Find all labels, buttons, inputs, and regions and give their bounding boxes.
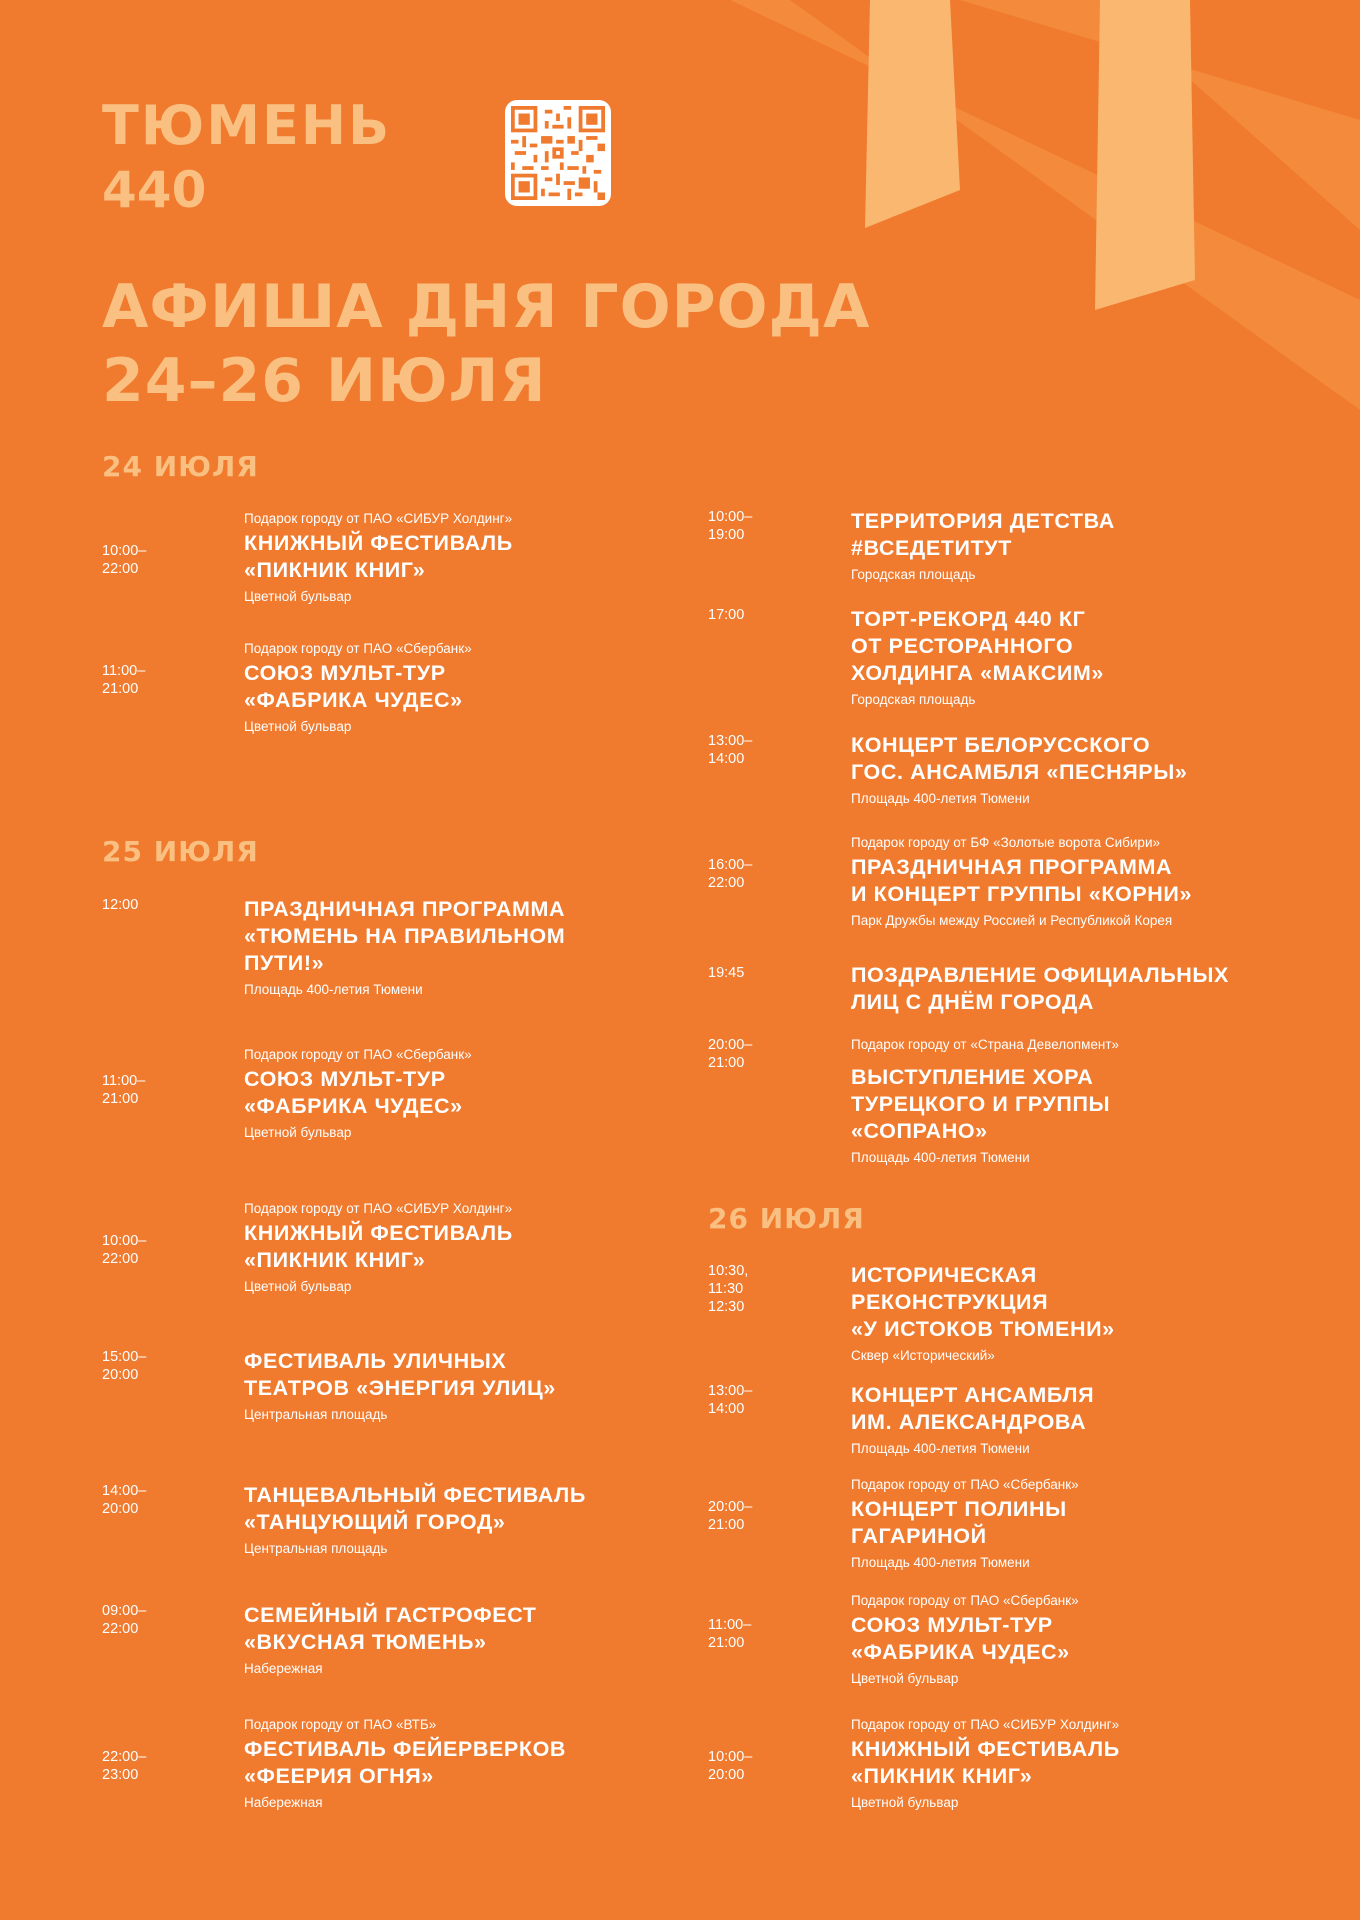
event-venue: Парк Дружбы между Россией и Республикой Корея <box>851 913 1173 928</box>
event-time: 09:00–22:00 <box>102 1603 147 1637</box>
event-sponsor: Подарок городу от ПАО «СИБУР Холдинг» <box>244 1201 513 1216</box>
event-time: 13:00–14:00 <box>708 1383 753 1417</box>
event-time: 14:00–20:00 <box>102 1483 147 1517</box>
event-venue: Набережная <box>244 1795 323 1810</box>
qr-code-icon[interactable] <box>505 100 611 206</box>
event-sponsor: Подарок городу от ПАО «ВТБ» <box>244 1717 437 1732</box>
event-title: ПРАЗДНИЧНАЯ ПРОГРАММА И КОНЦЕРТ ГРУППЫ «КОРНИ» <box>851 855 1193 906</box>
event-sponsor: Подарок городу от ПАО «Сбербанк» <box>851 1593 1079 1608</box>
event-time: 22:00–23:00 <box>102 1749 147 1783</box>
event-time: 10:30, 11:30 12:30 <box>708 1263 749 1315</box>
event-venue: Сквер «Исторический» <box>851 1348 995 1363</box>
event-title: ВЫСТУПЛЕНИЕ ХОРА ТУРЕЦКОГО И ГРУППЫ «СОПРАНО» <box>851 1065 1111 1143</box>
event-title: СЕМЕЙНЫЙ ГАСТРОФЕСТ «ВКУСНАЯ ТЮМЕНЬ» <box>244 1603 537 1654</box>
event-title: ТЕРРИТОРИЯ ДЕТСТВА #ВСЕДЕТИТУТ <box>851 509 1115 560</box>
event-venue: Набережная <box>244 1661 323 1676</box>
event-title: ПРАЗДНИЧНАЯ ПРОГРАММА «ТЮМЕНЬ НА ПРАВИЛЬНОМ ПУТИ!» <box>244 897 566 975</box>
event-time: 16:00–22:00 <box>708 857 753 891</box>
logo-city: ТЮМЕНЬ <box>102 94 392 157</box>
event-venue: Цветной бульвар <box>244 1279 352 1294</box>
event-venue: Площадь 400-летия Тюмени <box>851 1555 1030 1570</box>
event-time: 10:00–19:00 <box>708 509 753 543</box>
event-venue: Городская площадь <box>851 692 976 707</box>
event-title: ПОЗДРАВЛЕНИЕ ОФИЦИАЛЬНЫХ ЛИЦ С ДНЁМ ГОРОДА <box>851 963 1229 1014</box>
logo-number: 440 <box>102 161 207 219</box>
event-sponsor: Подарок городу от ПАО «Сбербанк» <box>851 1477 1079 1492</box>
event-time: 13:00–14:00 <box>708 733 753 767</box>
event-venue: Площадь 400-летия Тюмени <box>851 1150 1030 1165</box>
event-sponsor: Подарок городу от ПАО «СИБУР Холдинг» <box>244 511 513 526</box>
event-time: 20:00–21:00 <box>708 1037 753 1071</box>
event-sponsor: Подарок городу от БФ «Золотые ворота Сибири» <box>851 835 1160 850</box>
event-title: ТОРТ-РЕКОРД 440 КГ ОТ РЕСТОРАННОГО ХОЛДИНГА «МАКСИМ» <box>851 607 1104 685</box>
event-venue: Центральная площадь <box>244 1541 388 1556</box>
event-title: СОЮЗ МУЛЬТ-ТУР «ФАБРИКА ЧУДЕС» <box>244 661 463 712</box>
event-title: ФЕСТИВАЛЬ ФЕЙЕРВЕРКОВ «ФЕЕРИЯ ОГНЯ» <box>244 1737 567 1788</box>
event-venue: Цветной бульвар <box>244 719 352 734</box>
event-title: ИСТОРИЧЕСКАЯ РЕКОНСТРУКЦИЯ «У ИСТОКОВ ТЮМЕНИ» <box>851 1263 1115 1341</box>
event-time: 20:00–21:00 <box>708 1499 753 1533</box>
event-venue: Цветной бульвар <box>851 1795 959 1810</box>
event-title: КОНЦЕРТ ПОЛИНЫ ГАГАРИНОЙ <box>851 1497 1067 1548</box>
event-time: 12:00 <box>102 897 139 913</box>
event-time: 10:00–22:00 <box>102 543 147 577</box>
event-venue: Площадь 400-летия Тюмени <box>244 982 423 997</box>
page-title <box>102 270 870 418</box>
day-heading-24: 24 ИЮЛЯ <box>102 450 259 483</box>
event-venue: Центральная площадь <box>244 1407 388 1422</box>
event-venue: Площадь 400-летия Тюмени <box>851 1441 1030 1456</box>
event-time: 10:00–20:00 <box>708 1749 753 1783</box>
event-title: КНИЖНЫЙ ФЕСТИВАЛЬ «ПИКНИК КНИГ» <box>244 531 513 582</box>
day-heading-26: 26 ИЮЛЯ <box>708 1202 865 1235</box>
event-time: 11:00–21:00 <box>102 663 146 697</box>
event-sponsor: Подарок городу от ПАО «Сбербанк» <box>244 1047 472 1062</box>
city-logo <box>102 94 391 222</box>
event-time: 11:00–21:00 <box>102 1073 146 1107</box>
event-venue: Городская площадь <box>851 567 976 582</box>
event-title: СОЮЗ МУЛЬТ-ТУР «ФАБРИКА ЧУДЕС» <box>851 1613 1070 1664</box>
event-title: КОНЦЕРТ АНСАМБЛЯ ИМ. АЛЕКСАНДРОВА <box>851 1383 1095 1434</box>
event-venue: Цветной бульвар <box>244 589 352 604</box>
event-sponsor: Подарок городу от ПАО «Сбербанк» <box>244 641 472 656</box>
event-title: СОЮЗ МУЛЬТ-ТУР «ФАБРИКА ЧУДЕС» <box>244 1067 463 1118</box>
title-line-2: 24–26 ИЮЛЯ <box>102 346 547 416</box>
event-time: 10:00–22:00 <box>102 1233 147 1267</box>
event-time: 17:00 <box>708 607 745 623</box>
event-title: КНИЖНЫЙ ФЕСТИВАЛЬ «ПИКНИК КНИГ» <box>851 1737 1120 1788</box>
day-heading-25: 25 ИЮЛЯ <box>102 835 259 868</box>
event-time: 11:00–21:00 <box>708 1617 752 1651</box>
event-venue: Цветной бульвар <box>244 1125 352 1140</box>
event-title: ФЕСТИВАЛЬ УЛИЧНЫХ ТЕАТРОВ «ЭНЕРГИЯ УЛИЦ» <box>244 1349 556 1400</box>
event-title: ТАНЦЕВАЛЬНЫЙ ФЕСТИВАЛЬ «ТАНЦУЮЩИЙ ГОРОД» <box>244 1483 586 1534</box>
event-sponsor: Подарок городу от ПАО «СИБУР Холдинг» <box>851 1717 1120 1732</box>
event-title: КНИЖНЫЙ ФЕСТИВАЛЬ «ПИКНИК КНИГ» <box>244 1221 513 1272</box>
event-time: 15:00–20:00 <box>102 1349 147 1383</box>
title-line-1: АФИША ДНЯ ГОРОДА <box>102 272 871 342</box>
event-venue: Площадь 400-летия Тюмени <box>851 791 1030 806</box>
event-sponsor: Подарок городу от «Страна Девелопмент» <box>851 1037 1120 1052</box>
event-title: КОНЦЕРТ БЕЛОРУССКОГО ГОС. АНСАМБЛЯ «ПЕСНЯРЫ» <box>851 733 1188 784</box>
event-time: 19:45 <box>708 965 745 981</box>
event-venue: Цветной бульвар <box>851 1671 959 1686</box>
